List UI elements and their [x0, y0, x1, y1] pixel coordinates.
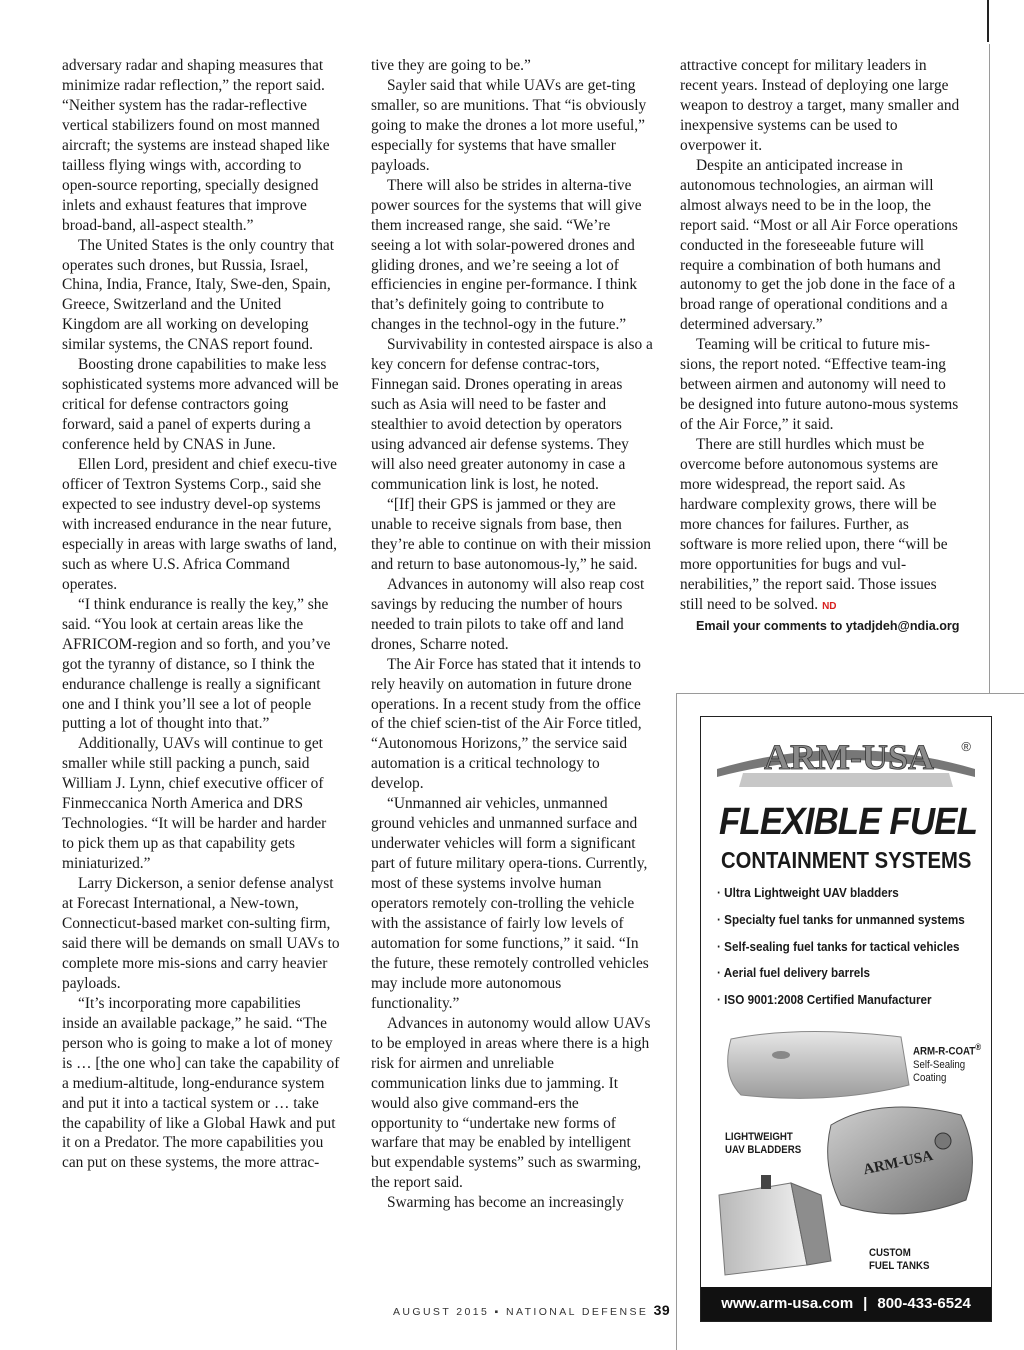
ad-contact-bar: [701, 1287, 991, 1321]
page-number: 39: [653, 1302, 671, 1318]
ad-subheadline: CONTAINMENT SYSTEMS: [721, 847, 972, 873]
email-comments-line[interactable]: Email your comments to ytadjdeh@ndia.org: [696, 618, 960, 633]
paragraph: Advances in autonomy will also reap cost savings by reducing the number of hours needed to train pilots to take off and land drones, Scharre noted.: [371, 575, 645, 653]
paragraph: Larry Dickerson, a senior defense analyst at Forecast International, a New-town, Connecticut-based market con-sulting firm, said there will be demands on small UAVs to complete more mis-sions and carry heavier payloads.: [62, 875, 340, 992]
label-tanks-line2: FUEL TANKS: [869, 1260, 930, 1272]
paragraph: Ellen Lord, president and chief execu-tive officer of Textron Systems Corp., said she expected to see industry devel-op systems with increased endurance in the near future, especially in areas with large swaths of land, such as where U.S. Africa Command operates.: [62, 456, 337, 593]
ad-phone[interactable]: 800-433-6524: [877, 1295, 971, 1312]
label-coat-mark: ®: [975, 1042, 982, 1052]
paragraph: Sayler said that while UAVs are get-ting smaller, so are munitions. That “is obviously going to make the drones a lot more useful,” especially for systems that have smaller payloads.: [371, 76, 647, 174]
article-column-2: [371, 56, 653, 1213]
ad-bullet: · Ultra Lightweight UAV bladders: [717, 880, 965, 907]
label-uav-bladders: [725, 1131, 801, 1157]
paragraph: “[If] their GPS is jammed or they are unable to receive signals from base, then they’re able to continue on with their mission and return to base autonomous-ly,” he said.: [371, 495, 651, 573]
end-mark: ND: [822, 600, 837, 612]
paragraph: “Unmanned air vehicles, unmanned ground vehicles and unmanned surface and underwater vehicles will form a significant part of future military opera-tions. Currently, most of these systems involve human operators remotely con-trolling the vehicle with the assistance of fairly low levels of automation for some functions,” it said. “In the future, these remotely controlled vehicles may include more autonomous functionality.”: [371, 795, 649, 1012]
paragraph: The United States is the only country that operates such drones, but Russia, Israel, China, India, France, Italy, Swe-den, Spain, Greece, Switzerland and the United Kingdom are all working on developing similar systems, the CNAS report found.: [62, 236, 335, 354]
paragraph: Additionally, UAVs will continue to get smaller while still packing a punch, said William J. Lynn, chief executive officer of Finmeccanica North America and DRS Technologies. “It will be harder and harder to pick them up as that capability gets miniaturized.”: [62, 735, 327, 873]
ad-website-link[interactable]: www.arm-usa.com: [721, 1295, 854, 1312]
paragraph: There will also be strides in alterna-tive power sources for the systems that will give them increased range, she said. “We’re seeing a lot with solar-powered drones and gliding drones, and we’re seeing a lot of efficiencies in engine per-formance. I think that’s definitely going to contribute to changes in the technol-ogy in the future.”: [371, 176, 642, 334]
page-footer: [393, 1302, 670, 1318]
paragraph: “It’s incorporating more capabilities inside an available package,” he said. “The person who is going to make a lot of money is … [the one who] can take the capability of a medium-altitude, long-endurance system and put it into a tactical system or … take the capability of like a Global Hawk and put it on a Predator. The more capabilities you can put on these systems, the more attrac-: [62, 994, 340, 1172]
paragraph: attractive concept for military leaders in recent years. Instead of deploying one large weapon to destroy a target, many smaller and inexpensive systems can be used to overpower it.: [680, 57, 960, 154]
ad-border-left: [676, 693, 677, 1350]
label-bladders-line1: LIGHTWEIGHT: [725, 1131, 793, 1143]
article-column-3: [680, 56, 962, 637]
logo-brand-text: ARM-USA: [764, 737, 934, 777]
paragraph: Teaming will be critical to future mis-sions, the report noted. “Effective team-ing between airmen and autonomy will need to be designed into future autono-mous systems of the Air Force,” it said.: [680, 336, 959, 434]
label-custom-tanks: [869, 1247, 929, 1273]
label-tanks-line1: CUSTOM: [869, 1247, 911, 1259]
label-bladders-line2: UAV BLADDERS: [725, 1144, 802, 1156]
ad-bullet: · Aerial fuel delivery barrels: [717, 960, 965, 987]
footer-publication: AUGUST 2015 ▪ NATIONAL DEFENSE: [393, 1306, 649, 1318]
label-coat-title: ARM-R-COAT: [913, 1045, 976, 1058]
ad-border-top: [676, 693, 1024, 694]
ad-separator: |: [863, 1295, 868, 1312]
ad-bullet-list: [717, 880, 992, 1014]
label-arm-r-coat: [913, 1041, 981, 1085]
paragraph: “I think endurance is really the key,” she said. “You look at certain areas like the AFRICOM-region and so forth, and you’ve got the tyranny of distance, so I think the endurance challenge is really a significant one and I think you’ll see a lot of people putting a lot of thought into that.”: [62, 595, 331, 733]
paragraph: The Air Force has stated that it intends to rely heavily on automation in future drone operations. In a recent study from the office of the chief scien-tist of the Air Force titled, “Autonomous Horizons,” the service said automation is a critical technology to develop.: [371, 655, 642, 793]
ad-bullet: · Self-sealing fuel tanks for tactical vehicles: [717, 934, 965, 961]
label-coat-sub2: Coating: [913, 1071, 947, 1084]
paragraph: tive they are going to be.”: [371, 57, 531, 74]
paragraph: [680, 435, 962, 617]
paragraph: Survivability in contested airspace is also a key concern for defense contrac-tors, Finnegan said. Drones operating in areas such as Asia will need to be faster and stealthier to avoid detection by operators using advanced air defense systems. They will also need greater autonomy in case a communication link is lost, he noted.: [371, 336, 653, 494]
ad-bullet: · Specialty fuel tanks for unmanned systems: [717, 907, 965, 934]
tank-brand-text: ARM-USA: [861, 1147, 935, 1179]
ad-bullet: · ISO 9001:2008 Certified Manufacturer: [717, 987, 965, 1014]
advertisement[interactable]: [700, 716, 992, 1322]
paragraph-text: There are still hurdles which must be overcome before autonomous systems are more widespread, the report said. As hardware complexity grows, there will be more chances for failures. Further, as software is more relied upon, there “will be more opportunities for bugs and vul-nerabilities,” the report said. Those issues still need to be solved.: [680, 436, 948, 613]
paragraph: adversary radar and shaping measures that minimize radar reflection,” the report said. “Neither system has the radar-reflective vertical stabilizers found on most manned aircraft; the systems are instead shaped like tailless flying wings with, according to open-source reporting, specially designed inlets and exhaust features that improve broad-band, all-aspect stealth.”: [62, 57, 330, 234]
page-edge-decoration: [987, 0, 1024, 42]
arm-usa-logo: [713, 729, 979, 793]
logo-registered-mark: ®: [961, 739, 971, 754]
paragraph: Swarming has become an increasingly: [387, 1194, 624, 1212]
ad-border-right: [989, 44, 990, 694]
paragraph: Despite an anticipated increase in autonomous technologies, an airman will almost always need to be in the loop, the report said. “Most or all Air Force operations conducted in the foreseeable future will require a combination of both humans and autonomy to get the job done in the face of a broad range of operational conditions and a determined adversary.”: [680, 156, 958, 334]
paragraph: Boosting drone capabilities to make less sophisticated systems more advanced will be critical for defense contractors going forward, said a panel of experts during a conference held by CNAS in June.: [62, 356, 339, 454]
paragraph: Advances in autonomy would allow UAVs to be employed in areas where there is a high risk for airmen and unreliable communication links due to jamming. It would also give command-ers the opportunity to “undertake new forms of warfare that may be enabled by intelligent but expendable systems” such as swarming, the report said.: [371, 1014, 651, 1192]
label-coat-sub1: Self-Sealing: [913, 1058, 966, 1071]
ad-headline: FLEXIBLE FUEL: [719, 801, 978, 843]
article-column-1: [62, 56, 340, 1173]
